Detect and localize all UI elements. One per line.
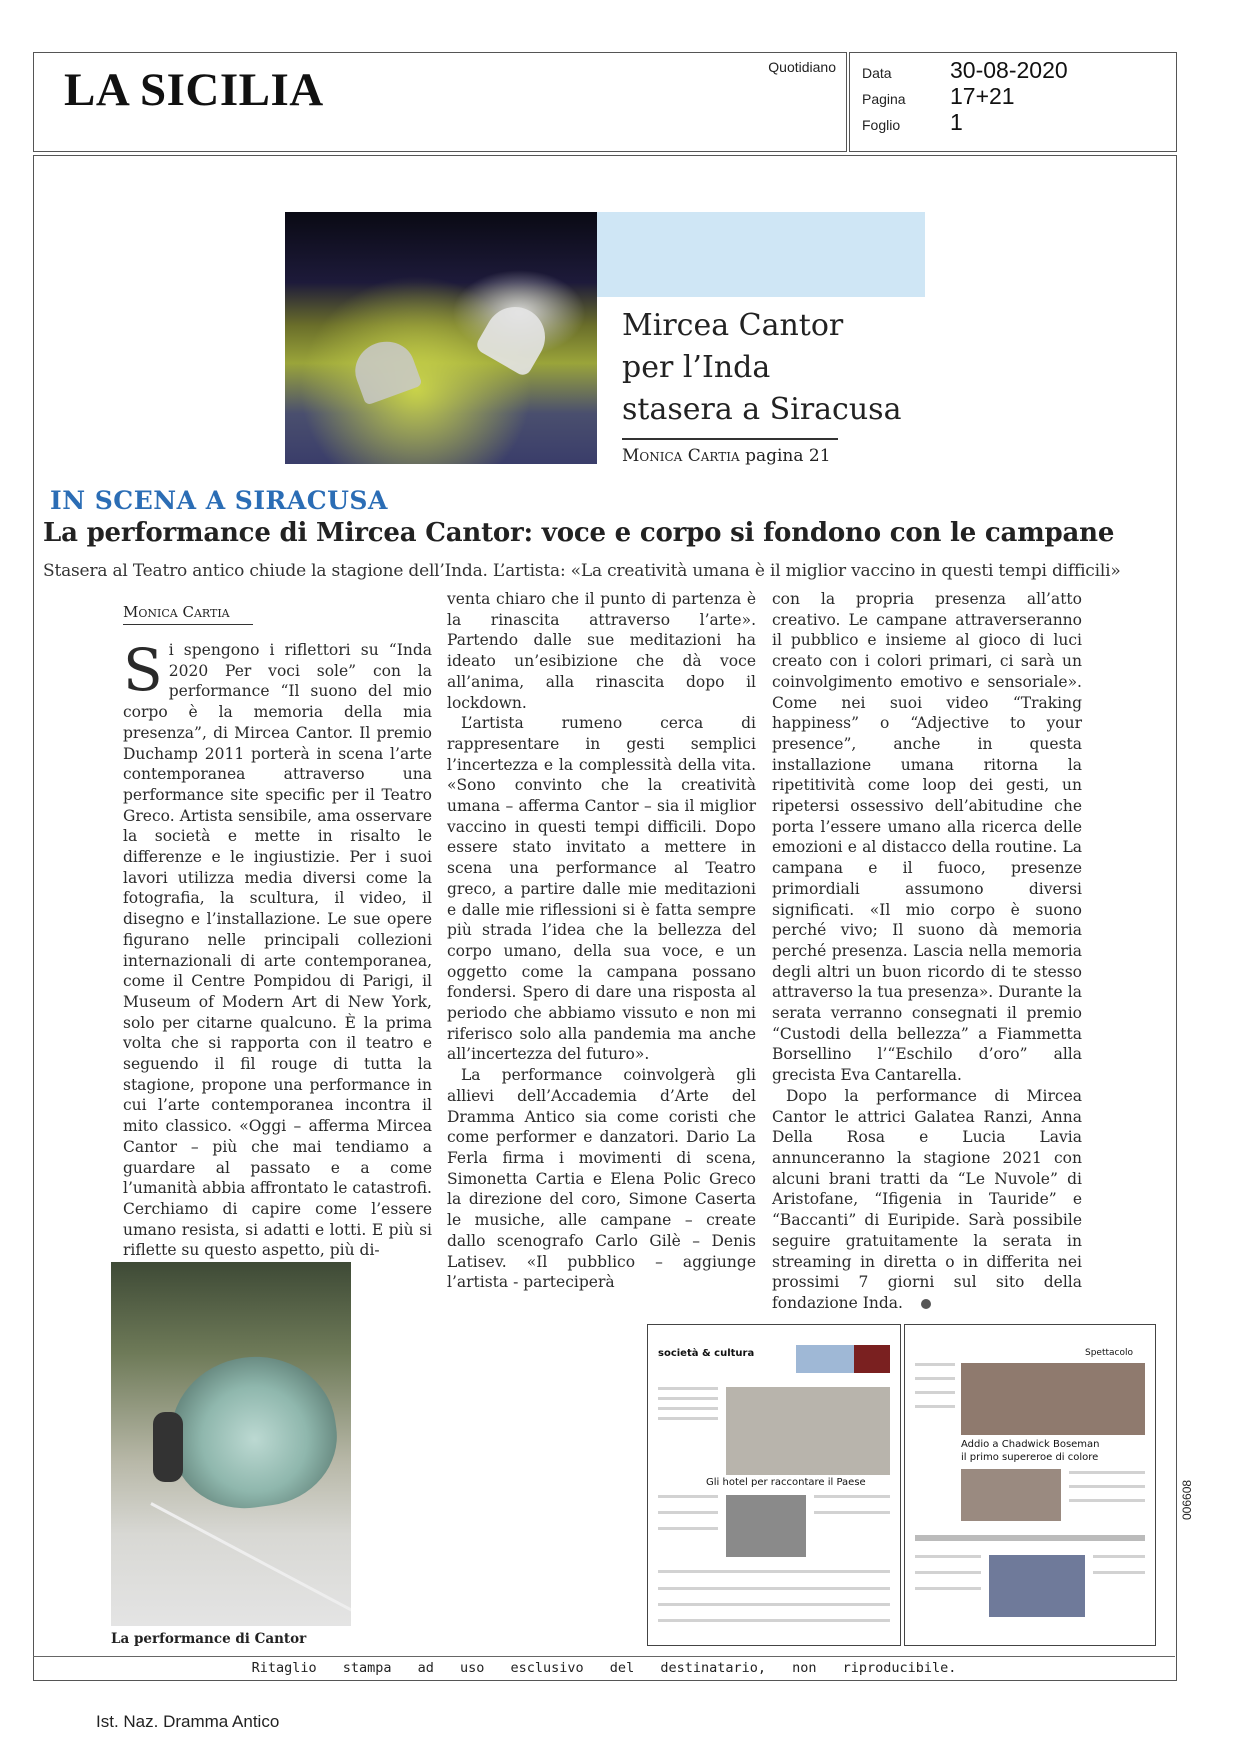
thumbnail-text-line bbox=[658, 1511, 718, 1514]
clipping-source: Ist. Naz. Dramma Antico bbox=[96, 1712, 280, 1731]
foglio-value: 1 bbox=[950, 109, 963, 135]
thumbnail-text-line bbox=[814, 1511, 890, 1514]
page-thumbnail-17 bbox=[647, 1324, 901, 1646]
thumbnail-text-line bbox=[658, 1570, 890, 1573]
foglio-label: Foglio bbox=[862, 117, 901, 133]
performer-figure bbox=[153, 1412, 183, 1482]
pagina-value: 17+21 bbox=[950, 83, 1015, 109]
data-value: 30-08-2020 bbox=[950, 57, 1068, 83]
paragraph-text: Dopo la performance di Mircea Cantor le attrici Galatea Ranzi, Anna Della Rosa e Lucia Lavia annunceranno la stagione 2021 con alcuni brani tratti da “Le Nuvole” di Aristofane, “Ifigenia in Tauride” e “Baccanti” di Euripide. Sarà possibile seguire gratuitamente la serata in streaming in diretta o in differita nei prossimi 7 giorni sul sito della fondazione Inda. bbox=[772, 1086, 1082, 1312]
thumbnail-text-line bbox=[915, 1587, 981, 1590]
thumbnail-text-line bbox=[915, 1571, 981, 1574]
thumbnail-text-line bbox=[658, 1495, 718, 1498]
thumbnail-text-line bbox=[1069, 1471, 1145, 1474]
thumbnail-text-line bbox=[915, 1363, 955, 1366]
teaser-title-line: per l’Inda bbox=[622, 350, 771, 385]
copyright-notice: Ritaglio stampa ad uso esclusivo del destinatario, non riproducibile. bbox=[251, 1660, 957, 1676]
thumbnail-image bbox=[854, 1345, 890, 1373]
thumbnail-headline: Gli hotel per raccontare il Paese bbox=[706, 1477, 866, 1488]
publication-type: Quotidiano bbox=[768, 59, 836, 75]
teaser-sky-band bbox=[597, 212, 925, 297]
teaser-photo bbox=[285, 212, 597, 464]
teaser-title-line: Mircea Cantor bbox=[622, 308, 844, 343]
teaser-title bbox=[622, 305, 942, 431]
thumbnail-text-line bbox=[814, 1495, 890, 1498]
article-paragraph: con la propria presenza all’atto creativo. Le campane attraverseranno il pubblico e insieme al gioco di luci creato con i colori primari, ci sarà un coinvolgimento emotivo e sensoriale». Come nei suoi video “Traking happiness” o “Adjective to your presence”, anche in questa installazione umana ritorna la ripetitività come loop dei gesti, un ripetersi ossessivo dell’abitudine che porta l’essere umano alla ricerca delle emozioni e al distacco della routine. La campana e il fuoco, presenze primordiali assumono diversi significati. «Il mio corpo è suono perché vivo; Il suono dà memoria perché presenza. Lascia nella memoria degli altri un buon ricordo di te stesso attraverso la tua presenza». Durante la serata verranno consegnati il premio “Custodi della bellezza” a Fiammetta Borsellino l’“Eschilo d’oro” alla grecista Eva Cantarella. bbox=[772, 590, 1082, 1085]
thumbnail-headline: Addio a Chadwick Boseman bbox=[961, 1439, 1100, 1450]
data-label: Data bbox=[862, 65, 892, 81]
bell-shape bbox=[161, 1346, 345, 1518]
article-paragraph: La performance coinvolgerà gli allievi dell’Accademia d’Arte del Dramma Antico sia come coristi che come performer e danzatori. Dario La Ferla firma i movimenti di scena, Simonetta Cartia e Elena Polic Greco la direzione del coro, Simone Caserta le musiche, alle campane – create dallo scenografo Carlo Gilè – Denis Latisev. «Il pubblico – aggiunge l’artista - parteciperà bbox=[447, 1066, 756, 1292]
teaser-page-ref: pagina 21 bbox=[745, 446, 831, 466]
thumbnail-text-line bbox=[915, 1377, 955, 1380]
thumbnail-image bbox=[989, 1555, 1085, 1617]
article-paragraph: L’artista rumeno cerca di rappresentare in gesti semplici l’incertezza e la complessità della vita. «Sono convinto che la creatività umana – afferma Cantor – sia il miglior vaccino in questi tempi difficili. Dopo essere stato invitato a mettere in scena una performance al Teatro greco, a partire dalle mie meditazioni e dalle mie riflessioni si è fatta sempre più strada l’idea che la bellezza del corpo umano, della sua voce, e un oggetto come la campana possano fondersi. Spero di dare una risposta al periodo che abbiamo vissuto e non mi riferisco solo alla pandemia ma anche all’incertezza del futuro». bbox=[447, 714, 756, 1064]
article-paragraph: venta chiaro che il punto di partenza è la rinascita attraverso l’arte». Partendo dalle sue meditazioni ha ideato un’esibizione che dà voce all’anima, alla rinascita dopo il lockdown. bbox=[447, 590, 756, 712]
thumbnail-text-line bbox=[658, 1407, 718, 1410]
article-headline: La performance di Mircea Cantor: voce e corpo si fondono con le campane bbox=[43, 518, 1115, 548]
paragraph-text: i spengono i riflettori su “Inda 2020 Per voci sole” con la performance “Il suono del mio corpo è la memoria della mia presenza”, di Mircea Cantor. Il premio Duchamp 2011 porterà in scena l’arte contemporanea attraverso una performance site specific per il Teatro Greco. Artista sensibile, ama osservare la società e mette in risalto le differenze e le ingiustizie. Per i suoi lavori utilizza media diversi come la fotografia, la scultura, il video, il disegno e l’installazione. Le sue opere figurano nelle principali collezioni internazionali di arte contemporanea, come il Centre Pompidou di Parigi, il Museum of Modern Art di New York, solo per citarne qualcuno. È la prima volta che si rapporta con il teatro e seguendo il fil rouge di tutta la stagione, propone una performance in cui l’arte contemporanea incontra il mito classico. «Oggi – afferma Mircea Cantor – più che mai tendiamo a guardare al passato e a come l’umanità abbia affrontato le catastrofi. Cerchiamo di capire come l’essere umano resista, si adatti e lotti. E più si riflette su questo aspetto, più di- bbox=[123, 641, 432, 1260]
thumbnail-image bbox=[726, 1387, 890, 1475]
rope-shape bbox=[150, 1502, 351, 1617]
thumbnail-text-line bbox=[658, 1387, 718, 1390]
thumbnail-text-line bbox=[658, 1587, 890, 1590]
thumbnail-text-line bbox=[1093, 1555, 1145, 1558]
article-paragraph bbox=[772, 1086, 1082, 1314]
thumbnail-headline: il primo supereroe di colore bbox=[961, 1452, 1099, 1463]
byline-rule bbox=[123, 624, 253, 625]
pagina-label: Pagina bbox=[862, 91, 906, 107]
thumbnail-image bbox=[726, 1495, 806, 1557]
article-byline: Monica Cartia bbox=[123, 603, 230, 621]
article-paragraph bbox=[123, 636, 432, 1261]
thumbnail-image bbox=[961, 1469, 1061, 1521]
teaser-byline bbox=[622, 446, 831, 466]
thumbnail-image bbox=[961, 1363, 1145, 1435]
thumbnail-section: società & cultura bbox=[658, 1348, 755, 1359]
thumbnail-text-line bbox=[1069, 1485, 1145, 1488]
thumbnail-headline-bar bbox=[915, 1535, 1145, 1541]
teaser-title-line: stasera a Siracusa bbox=[622, 392, 902, 427]
thumbnail-text-line bbox=[658, 1619, 890, 1622]
performance-photo bbox=[111, 1262, 351, 1626]
article-kicker: IN SCENA A SIRACUSA bbox=[50, 486, 388, 515]
article-column-3 bbox=[772, 589, 1082, 1314]
article-column-2 bbox=[447, 589, 756, 1293]
newspaper-masthead: LA SICILIA bbox=[64, 64, 324, 116]
clipping-code: 006608 bbox=[1180, 1479, 1194, 1520]
thumbnail-text-line bbox=[915, 1391, 955, 1394]
thumbnail-image bbox=[796, 1345, 854, 1373]
thumbnail-text-line bbox=[658, 1603, 890, 1606]
thumbnail-text-line bbox=[658, 1527, 718, 1530]
thumbnail-text-line bbox=[1093, 1571, 1145, 1574]
thumbnail-text-line bbox=[658, 1397, 718, 1400]
article-subhead: Stasera al Teatro antico chiude la stagione dell’Inda. L’artista: «La creatività umana è il miglior vaccino in questi tempi difficili» bbox=[43, 561, 1121, 581]
thumbnail-text-line bbox=[658, 1417, 718, 1420]
bell-shape bbox=[474, 296, 556, 378]
drop-cap: S bbox=[123, 636, 163, 704]
thumbnail-section: Spettacolo bbox=[1085, 1348, 1133, 1358]
metadata-box bbox=[849, 52, 1177, 152]
photo-caption: La performance di Cantor bbox=[111, 1631, 307, 1647]
article-column-1 bbox=[123, 636, 432, 1261]
footer-rule bbox=[33, 1656, 1175, 1657]
masthead-box bbox=[33, 52, 847, 152]
thumbnail-text-line bbox=[1069, 1499, 1145, 1502]
thumbnail-text-line bbox=[915, 1555, 981, 1558]
page-thumbnail-21 bbox=[904, 1324, 1156, 1646]
end-mark-icon bbox=[921, 1299, 931, 1309]
teaser-rule bbox=[622, 438, 838, 440]
thumbnail-text-line bbox=[915, 1405, 955, 1408]
bell-shape bbox=[347, 333, 422, 405]
teaser-author: Monica Cartia bbox=[622, 446, 740, 466]
